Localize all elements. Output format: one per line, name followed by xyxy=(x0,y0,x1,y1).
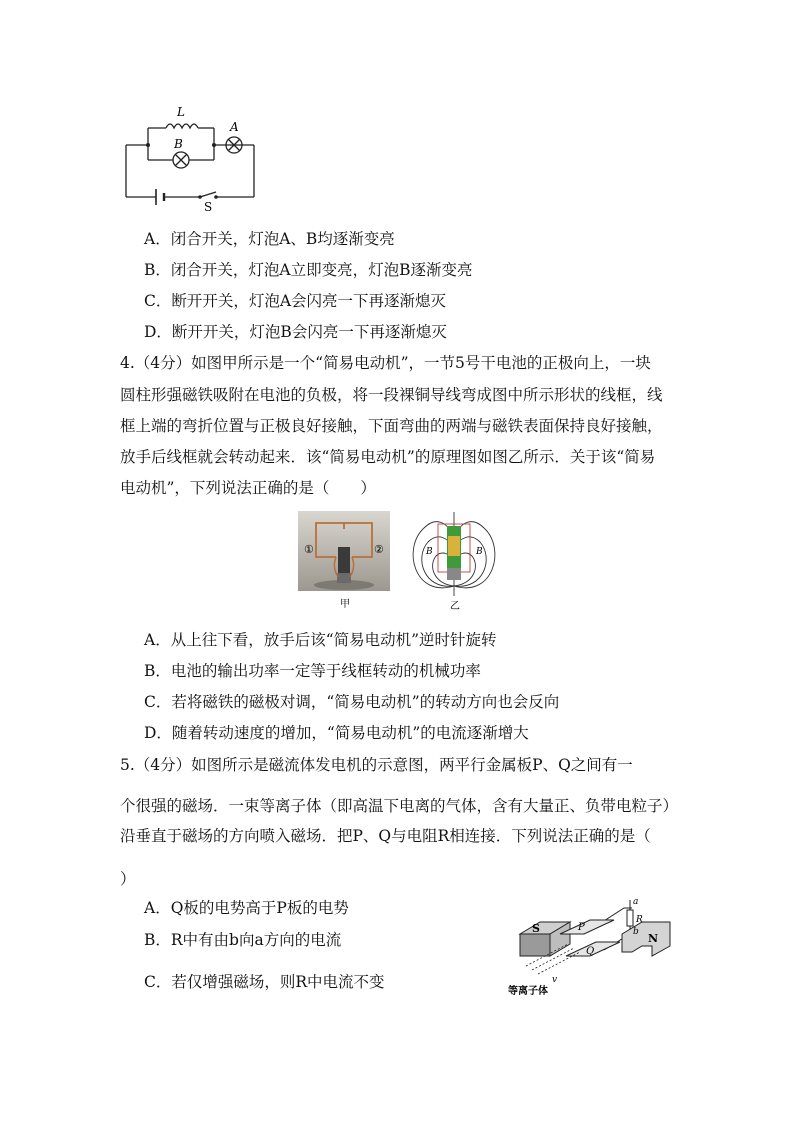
label-S: S xyxy=(532,922,540,935)
figure-label-jia: 甲 xyxy=(340,599,350,610)
q3-option-a: A．闭合开关，灯泡A、B均逐渐变亮 xyxy=(144,230,395,248)
label-S: S xyxy=(204,200,213,212)
label-plasma: 等离子体 xyxy=(508,986,548,997)
label-L: L xyxy=(177,105,185,119)
label-B-right: B xyxy=(476,547,483,557)
q4-stem-line-2: 圆柱形强磁铁吸附在电池的负极，将一段裸铜导线弯成图中所示形状的线框，线 xyxy=(120,386,663,404)
q4-option-d: D．随着转动速度的增加，“简易电动机”的电流逐渐增大 xyxy=(144,724,529,742)
q4-stem-line-5: 电动机”，下列说法正确的是（ ） xyxy=(120,479,376,497)
field-diagram xyxy=(404,508,504,612)
label-v: v xyxy=(552,975,558,985)
q5-stem-line-2: 个很强的磁场．一束等离子体（即高温下电离的气体，含有大量正、负带电粒子） xyxy=(120,797,679,815)
q5-option-a: A．Q板的电势高于P板的电势 xyxy=(144,899,349,917)
label-N: N xyxy=(648,932,659,945)
q5-option-c: C．若仅增强磁场，则R中电流不变 xyxy=(144,973,385,991)
q5-stem-line-1: 5.（4分）如图所示是磁流体发电机的示意图，两平行金属板P、Q之间有一 xyxy=(120,756,633,774)
figure-label-yi: 乙 xyxy=(450,601,460,612)
q4-stem-line-3: 框上端的弯折位置与正极良好接触，下面弯曲的两端与磁铁表面保持良好接触， xyxy=(120,417,663,435)
label-Q: Q xyxy=(586,946,595,957)
motor-photo xyxy=(298,511,390,611)
label-R: R xyxy=(636,915,643,925)
q4-stem-line-4: 放手后线框就会转动起来．该“简易电动机”的原理图如图乙所示．关于该“简易 xyxy=(120,448,656,466)
label-b: b xyxy=(633,927,639,937)
q5-stem-line-3: 沿垂直于磁场的方向喷入磁场．把P、Q与电阻R相连接．下列说法正确的是（ xyxy=(120,827,651,845)
label-a: a xyxy=(633,897,639,907)
q3-option-b: B．闭合开关，灯泡A立即变亮，灯泡B逐渐变亮 xyxy=(144,261,473,279)
q5-stem-line-4: ） xyxy=(120,870,136,888)
q4-option-c: C．若将磁铁的磁极对调，“简易电动机”的转动方向也会反向 xyxy=(144,693,560,711)
q4-stem-line-1: 4.（4分）如图甲所示是一个“简易电动机”，一节5号干电池的正极向上，一块 xyxy=(120,354,651,372)
label-B-left: B xyxy=(426,547,433,557)
q4-option-a: A．从上往下看，放手后该“简易电动机”逆时针旋转 xyxy=(144,631,497,649)
mhd-generator-diagram xyxy=(506,894,678,998)
label-A: A xyxy=(230,120,239,134)
mark-1: ① xyxy=(304,543,314,556)
label-B: B xyxy=(174,137,183,151)
q3-option-c: C．断开开关，灯泡A会闪亮一下再逐渐熄灭 xyxy=(144,292,447,310)
circuit-diagram xyxy=(118,100,268,212)
mark-2: ② xyxy=(374,543,384,556)
label-P: P xyxy=(578,922,585,933)
q3-option-d: D．断开开关，灯泡B会闪亮一下再逐渐熄灭 xyxy=(144,323,447,341)
q4-option-b: B．电池的输出功率一定等于线框转动的机械功率 xyxy=(144,662,481,680)
q5-option-b: B．R中有由b向a方向的电流 xyxy=(144,931,342,949)
